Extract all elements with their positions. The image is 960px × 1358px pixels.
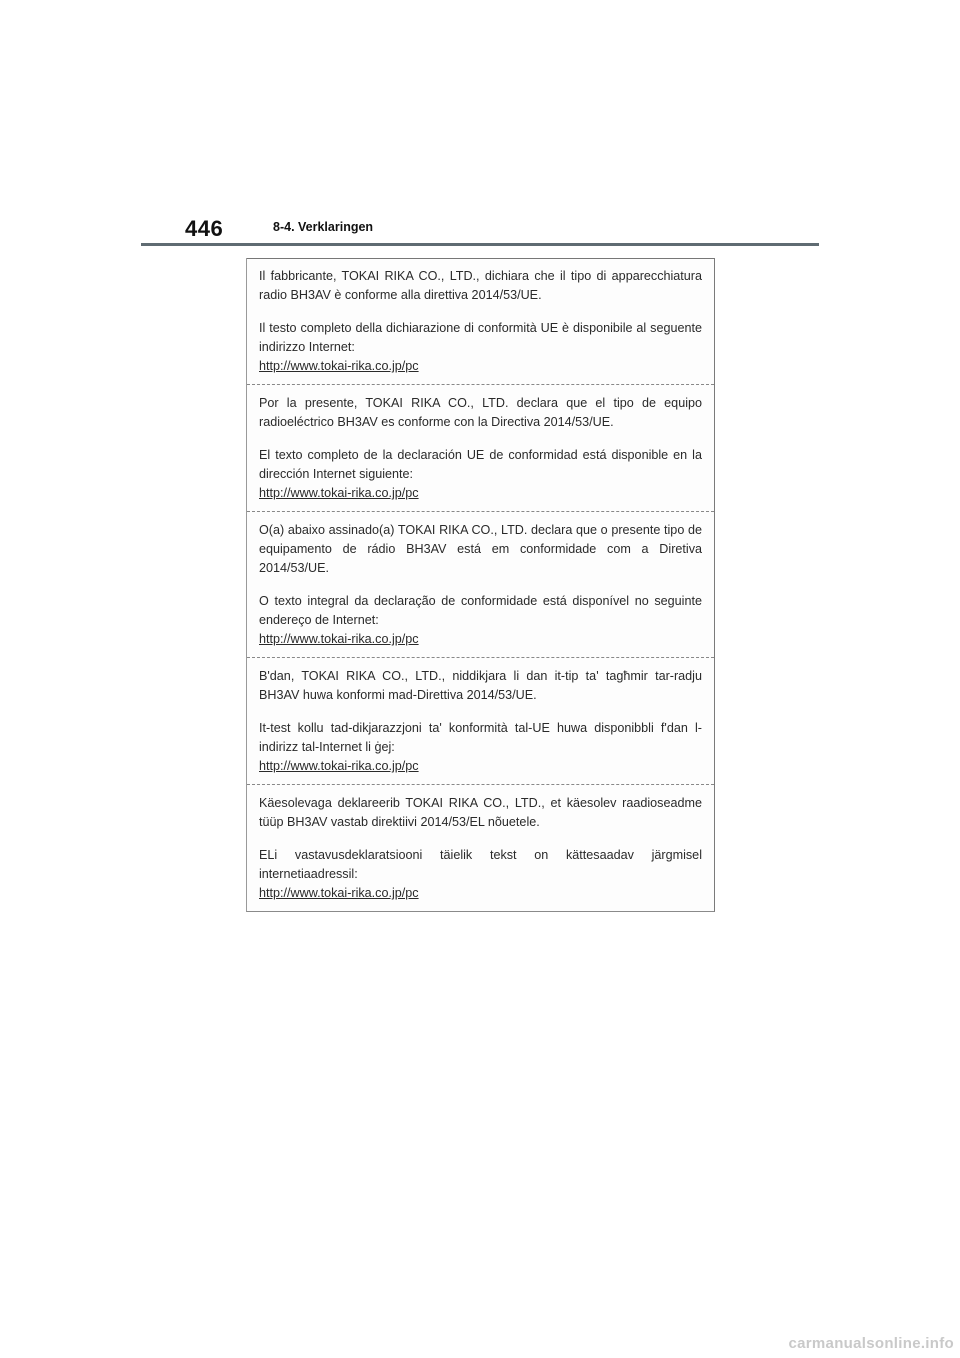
declaration-availability: Il testo completo della dichiarazione di conformità UE è disponibile al seguente indirizzo Internet: [259,321,702,354]
declaration-url-link[interactable]: http://www.tokai-rika.co.jp/pc [259,359,419,373]
declaration-statement: Por la presente, TOKAI RIKA CO., LTD. declara que el tipo de equipo radioeléctrico BH3AV es conforme con la Directiva 2014/53/UE. [259,396,702,429]
page-number: 446 [185,216,224,241]
watermark: carmanualsonline.info [788,1335,954,1352]
declaration-statement: Käesolevaga deklareerib TOKAI RIKA CO., LTD., et käesolev raadioseadme tüüp BH3AV vastab direktiivi 2014/53/EL nõuetele. [259,796,702,829]
declaration-url-link[interactable]: http://www.tokai-rika.co.jp/pc [259,759,419,773]
declaration-box [246,258,715,912]
declaration-url-link[interactable]: http://www.tokai-rika.co.jp/pc [259,486,419,500]
declaration-statement: B'dan, TOKAI RIKA CO., LTD., niddikjara li dan it-tip ta' tagħmir tar-radju BH3AV huwa konformi mad-Direttiva 2014/53/UE. [259,669,702,702]
declaration-url-link[interactable]: http://www.tokai-rika.co.jp/pc [259,886,419,900]
declaration-availability: O texto integral da declaração de conformidade está disponível no seguinte endereço de Internet: [259,594,702,627]
declaration-estonian [247,784,714,911]
declaration-italian [247,258,714,384]
header-rule [141,243,819,246]
section-title: 8-4. Verklaringen [273,220,374,234]
declaration-availability: ELi vastavusdeklaratsiooni täielik tekst on kättesaadav järgmisel internetiaadressil: [259,848,702,881]
declaration-url-link[interactable]: http://www.tokai-rika.co.jp/pc [259,632,419,646]
declaration-availability: El texto completo de la declaración UE de conformidad está disponible en la dirección Internet siguiente: [259,448,702,481]
declaration-maltese [247,657,714,784]
declaration-statement: Il fabbricante, TOKAI RIKA CO., LTD., dichiara che il tipo di apparecchiatura radio BH3AV è conforme alla direttiva 2014/53/UE. [259,269,702,302]
declaration-statement: O(a) abaixo assinado(a) TOKAI RIKA CO., LTD. declara que o presente tipo de equipamento de rádio BH3AV está em conformidade com a Diretiva 2014/53/UE. [259,523,702,575]
declaration-spanish [247,384,714,511]
declaration-availability: It-test kollu tad-dikjarazzjoni ta' konformità tal-UE huwa disponibbli f'dan l-indirizz tal-Internet li ġej: [259,721,702,754]
declaration-portuguese [247,511,714,657]
